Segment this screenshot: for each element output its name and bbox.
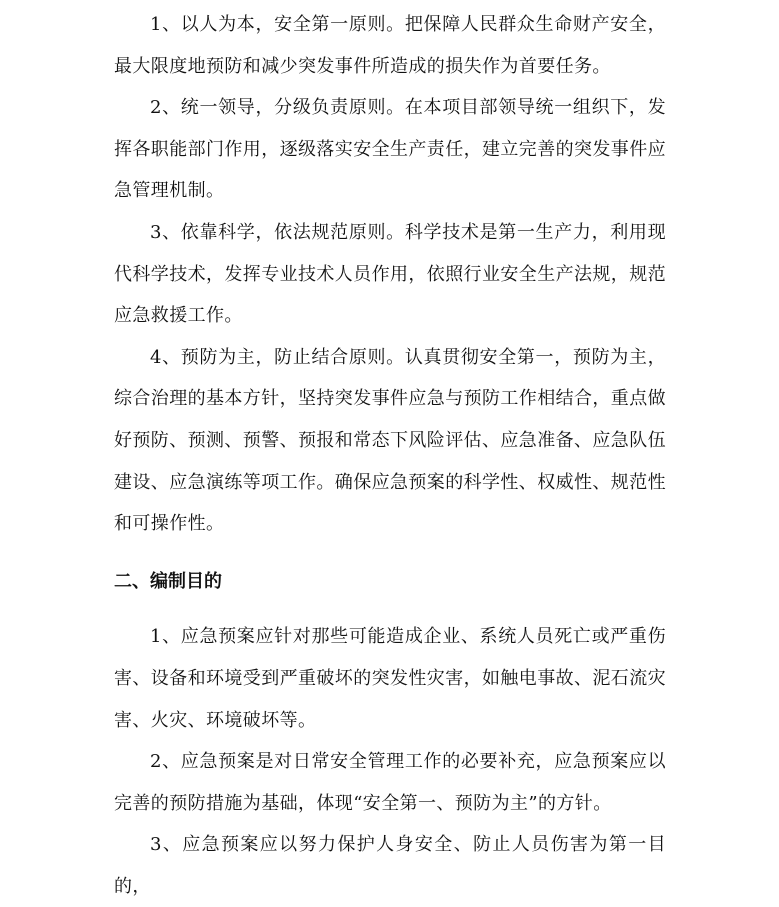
purpose-paragraph-3: 3、应急预案应以努力保护人身安全、防止人员伤害为第一目的， (114, 834, 666, 897)
document-page (114, 0, 666, 907)
purpose-paragraph-2: 2、应急预案是对日常安全管理工作的必要补充，应急预案应以完善的预防措施为基础，体现“安全第一、预防为主”的方针。 (114, 751, 666, 814)
section-heading-purpose: 二、编制目的 (114, 570, 222, 592)
purpose-paragraph-1: 1、应急预案应针对那些可能造成企业、系统人员死亡或严重伤害、设备和环境受到严重破坏的突发性灾害，如触电事故、泥石流灾害、火灾、环境破坏等。 (114, 626, 666, 731)
principle-paragraph-3: 3、依靠科学，依法规范原则。科学技术是第一生产力，利用现代科学技术，发挥专业技术人员作用，依照行业安全生产法规，规范应急救援工作。 (114, 221, 666, 327)
principle-paragraph-1: 1、以人为本，安全第一原则。把保障人民群众生命财产安全，最大限度地预防和减少突发事件所造成的损失作为首要任务。 (114, 14, 666, 77)
principle-paragraph-4: 4、预防为主，防止结合原则。认真贯彻安全第一，预防为主，综合治理的基本方针，坚持突发事件应急与预防工作相结合，重点做好预防、预测、预警、预报和常态下风险评估、应急准备、应急队伍建设、应急演练等项工作。确保应急预案的科学性、权威性、规范性和可操作性。 (114, 346, 666, 535)
principle-paragraph-2: 2、统一领导，分级负责原则。在本项目部领导统一组织下，发挥各职能部门作用，逐级落实安全生产责任，建立完善的突发事件应急管理机制。 (114, 97, 666, 202)
